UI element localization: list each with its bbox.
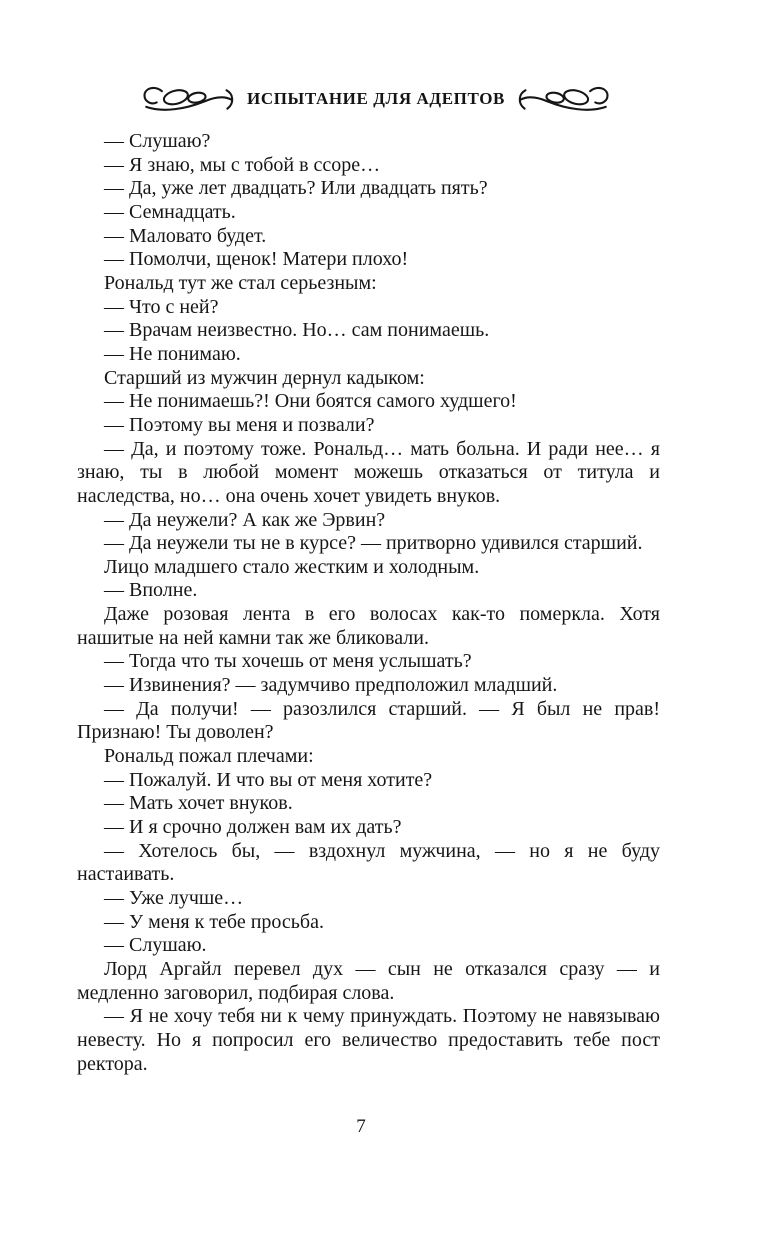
paragraph: — Поэтому вы меня и позвали? [104, 413, 375, 436]
paragraph: — Да получи! — разозлился старший. — Я был не прав! Признаю! Ты доволен? [77, 697, 660, 744]
paragraph: — Мать хочет внуков. [104, 792, 293, 815]
paragraph: — Пожалуй. И что вы от меня хотите? [104, 768, 433, 791]
chapter-header [0, 82, 752, 116]
paragraph: — Да, уже лет двадцать? Или двадцать пять? [104, 177, 488, 200]
paragraph: — Да, и поэтому тоже. Рональд… мать больна. И ради нее… я знаю, ты в любой момент можешь отказаться от титула и наследства, но… она очень хочет увидеть внуков. [77, 437, 660, 507]
paragraph: — У меня к тебе просьба. [104, 910, 324, 933]
page-text [77, 130, 660, 1076]
paragraph: — Не понимаю. [104, 342, 241, 365]
page-footer [0, 1116, 722, 1138]
paragraph: — Тогда что ты хочешь от меня услышать? [104, 650, 472, 673]
paragraph: Рональд пожал плечами: [104, 745, 314, 768]
paragraph: — Да неужели ты не в курсе? — притворно удивился старший. [104, 532, 643, 555]
paragraph: Лицо младшего стало жестким и холодным. [104, 555, 480, 578]
paragraph: — Врачам неизвестно. Но… сам понимаешь. [104, 319, 490, 342]
paragraph: — Я не хочу тебя ни к чему принуждать. Поэтому не навязываю невесту. Но я попросил его величество предоставить тебе пост ректора. [77, 1005, 660, 1075]
paragraph: — Что с ней? [104, 295, 219, 318]
paragraph: — Слушаю. [104, 934, 207, 957]
paragraph: Даже розовая лента в его волосах как-то померкла. Хотя нашитые на ней камни так же бликовали. [77, 603, 660, 649]
paragraph: — Извинения? — задумчиво предположил младший. [104, 674, 558, 697]
chapter-title: ИСПЫТАНИЕ ДЛЯ АДЕПТОВ [247, 89, 505, 108]
paragraph: — Да неужели? А как же Эрвин? [104, 508, 386, 531]
paragraph: — Хотелось бы, — вздохнул мужчина, — но я не буду настаивать. [77, 839, 660, 886]
paragraph: — Семнадцать. [104, 200, 236, 223]
paragraph: — И я срочно должен вам их дать? [104, 816, 402, 839]
flourish-right-icon [515, 84, 611, 114]
paragraph: — Маловато будет. [104, 224, 267, 247]
paragraph: — Я знаю, мы с тобой в ссоре… [104, 153, 381, 176]
paragraph: — Уже лучше… [104, 887, 244, 909]
paragraph: Лорд Аргайл перевел дух — сын не отказался сразу — и медленно заговорил, подбирая слова. [77, 957, 660, 1004]
paragraph: — Вполне. [104, 579, 198, 602]
paragraph: Старший из мужчин дернул кадыком: [104, 366, 425, 389]
paragraph: — Помолчи, щенок! Матери плохо! [104, 248, 409, 271]
flourish-left-icon [141, 84, 237, 114]
page-number: 7 [356, 1116, 366, 1137]
paragraph: — Слушаю? [104, 130, 211, 152]
paragraph: — Не понимаешь?! Они боятся самого худшего! [104, 390, 517, 413]
paragraph: Рональд тут же стал серьезным: [104, 271, 377, 294]
